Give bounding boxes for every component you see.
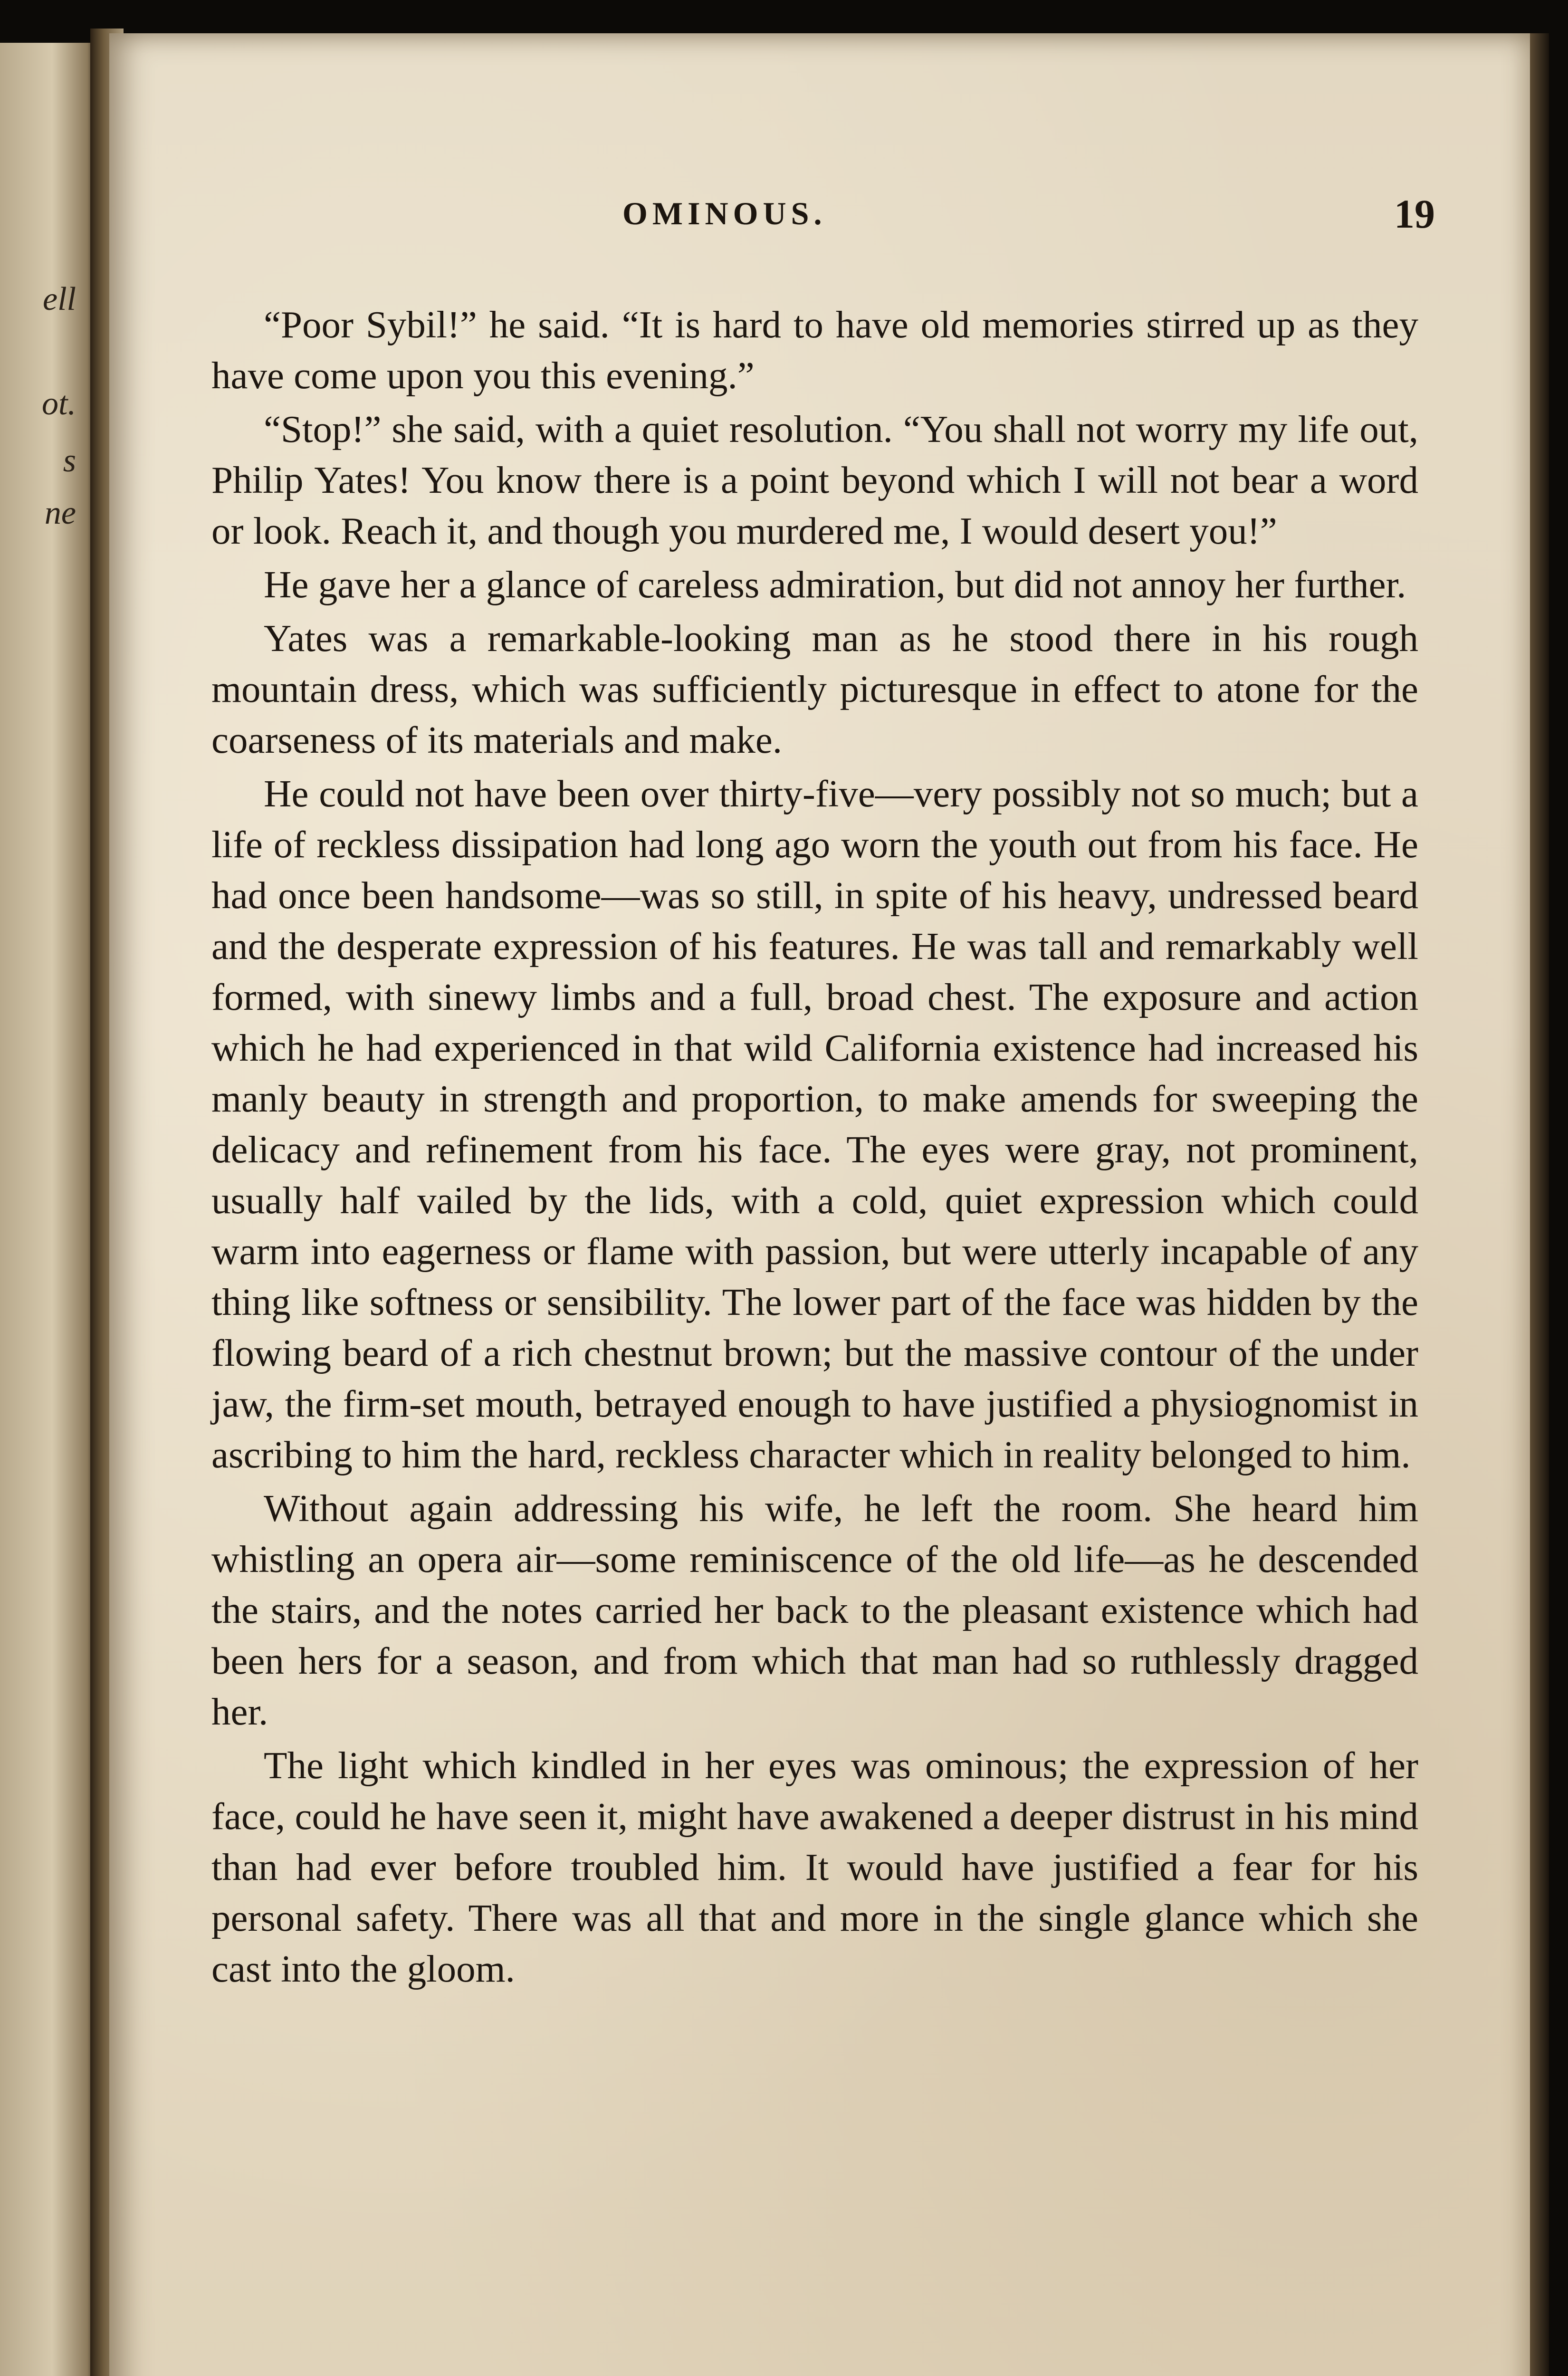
paragraph: “Stop!” she said, with a quiet resolution. “You shall not worry my life out, Philip Yates! You know there is a point beyond which I will not bear a word or look. Reach it, and though you murdered me, I would desert you!” — [211, 408, 1418, 552]
facing-page-fragment: ot. — [42, 385, 76, 422]
facing-page-edge — [0, 43, 95, 2376]
body-text — [211, 299, 1418, 1997]
facing-page-fragment: ell — [43, 281, 76, 317]
paragraph: He gave her a glance of careless admiration, but did not annoy her further. — [264, 563, 1406, 606]
running-title: OMINOUS. — [622, 195, 827, 231]
paragraph: Yates was a remarkable-looking man as he stood there in his rough mountain dress, which was sufficiently picturesque in effect to atone for the coarseness of its materials and make. — [211, 617, 1418, 761]
page-edge-shadow — [1530, 33, 1549, 2376]
paragraph: He could not have been over thirty-five—very possibly not so much; but a life of reckless dissipation had long ago worn the youth out from his face. He had once been handsome—was so still, in spite of his heavy, undressed beard and the desperate expression of his features. He was tall and remarkably well formed, with sinewy limbs and a full, broad chest. The exposure and action which he had experienced in that wild California existence had increased his manly beauty in strength and proportion, to make amends for sweeping the delicacy and refinement from his face. The eyes were gray, not prominent, usually half vailed by the lids, with a cold, quiet expression which could warm into eagerness or flame with passion, but were utterly incapable of any thing like softness or sensibility. The lower part of the face was hidden by the flowing beard of a rich chestnut brown; but the massive contour of the under jaw, the firm-set mouth, betrayed enough to have justified a physiognomist in ascribing to him the hard, reckless character which in reality belonged to him. — [211, 772, 1418, 1476]
page-number: 19 — [1394, 191, 1435, 237]
page-header — [109, 190, 1530, 247]
paragraph: The light which kindled in her eyes was ominous; the expression of her face, could he have seen it, might have awakened a deeper distrust in his mind than had ever before troubled him. It would have justified a fear for his personal safety. There was all that and more in the single glance which she cast into the gloom. — [211, 1744, 1418, 1990]
facing-page-fragment: ne — [44, 495, 76, 531]
book-page — [109, 33, 1530, 2376]
paragraph: Without again addressing his wife, he left the room. She heard him whistling an opera air—some reminiscence of the old life—as he descended the stairs, and the notes carried her back to the pleasant existence which had been hers for a season, and from which that man had so ruthlessly dragged her. — [211, 1487, 1418, 1733]
facing-page-fragment: s — [63, 442, 76, 479]
paragraph: “Poor Sybil!” he said. “It is hard to have old memories stirred up as they have come upon you this evening.” — [211, 303, 1418, 397]
